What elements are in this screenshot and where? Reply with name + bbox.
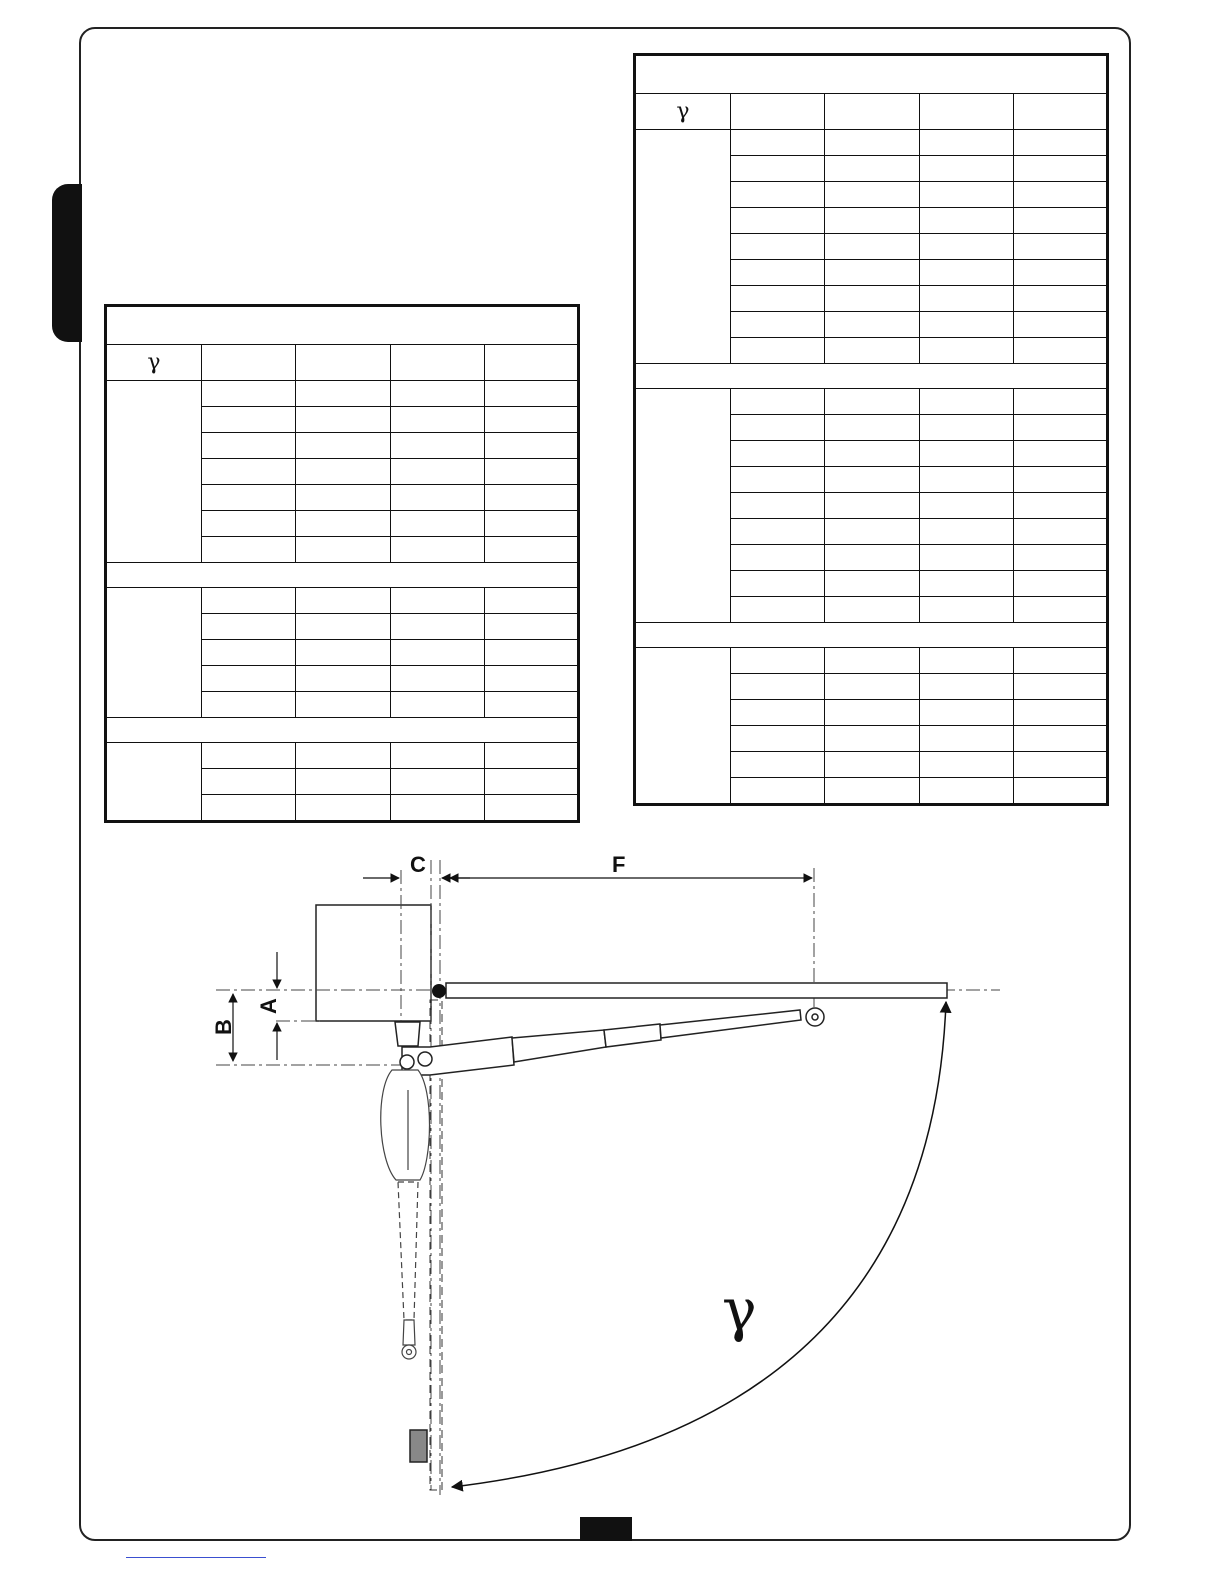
left-table-gamma-header: γ bbox=[106, 345, 202, 381]
operator-arm-open bbox=[395, 1008, 824, 1075]
dimension-b bbox=[211, 994, 236, 1061]
gate-leaf-open bbox=[446, 983, 947, 998]
operator-arm-closed bbox=[381, 1070, 430, 1359]
opening-angle-label: γ bbox=[722, 1276, 757, 1344]
label-a: A bbox=[256, 998, 281, 1014]
dimension-f bbox=[450, 852, 812, 878]
pillar-block bbox=[316, 905, 431, 1021]
label-b: B bbox=[211, 1019, 236, 1035]
hinge-icon bbox=[432, 984, 446, 998]
label-c: C bbox=[410, 852, 426, 877]
dimension-a bbox=[256, 952, 281, 1060]
label-f: F bbox=[612, 852, 626, 877]
dimension-c bbox=[363, 852, 470, 878]
opening-angle-arc bbox=[452, 1002, 946, 1487]
right-table-gamma-header: γ bbox=[635, 94, 731, 130]
gate-stop-block bbox=[410, 1430, 427, 1462]
